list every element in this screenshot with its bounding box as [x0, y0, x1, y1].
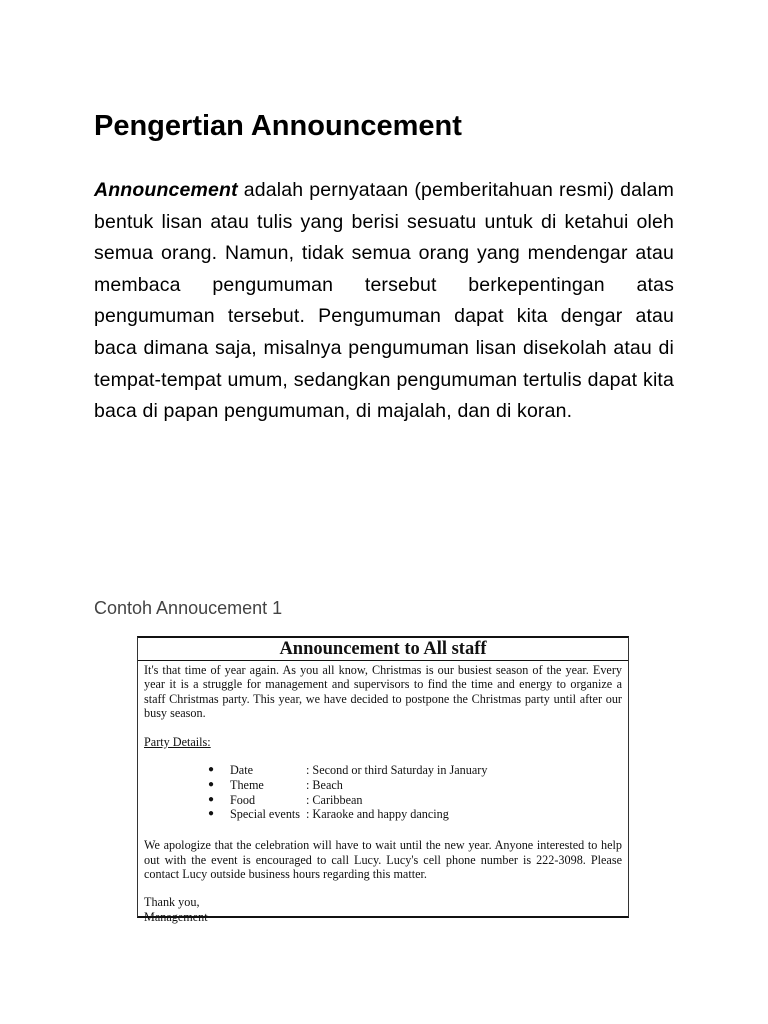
list-item [208, 763, 622, 778]
party-details-heading: Party Details: [144, 734, 211, 749]
party-details-list [208, 763, 622, 822]
notice-closing: We apologize that the celebration will have to wait until the new year. Anyone interested to help out with the event is encouraged to call Lucy. Lucy's cell phone number is 222-3098. Please contact Lucy outside business hours regarding this matter. [144, 838, 622, 882]
definition-text: adalah pernyataan (pemberitahuan resmi) dalam bentuk lisan atau tulis yang berisi sesuatu untuk di ketahui oleh semua orang. Namun, tidak semua orang yang mendengar atau membaca pengumuman tersebut berkepentingan atas pengumuman tersebut. Pengumuman dapat kita dengar atau baca dimana saja, misalnya pengumuman lisan disekolah atau di tempat-tempat umum, sedangkan pengumuman tertulis dapat kita baca di papan pengumuman, di majalah, dan di koran. [94, 179, 674, 423]
example-caption: Contoh Annoucement 1 [94, 598, 283, 618]
list-item [208, 793, 622, 808]
detail-key: Special events [230, 807, 301, 822]
notice-title: Announcement to All staff [138, 638, 628, 661]
detail-key: Theme [230, 777, 264, 792]
bullet-icon: ● [208, 778, 215, 790]
definition-lead-term: Announcement [94, 179, 238, 201]
notice-body [138, 661, 628, 924]
detail-value: : Second or third Saturday in January [306, 763, 488, 778]
announcement-notice-image [137, 636, 629, 924]
detail-key: Date [230, 763, 254, 778]
notice-signoff: Thank you, [144, 895, 200, 910]
list-item [208, 778, 622, 793]
definition-paragraph [94, 175, 674, 428]
notice-intro: It's that time of year again. As you all know, Christmas is our busiest season of the year. Every year it is a struggle for management and supervisors to find the time and energy to organize a staff Christmas party. This year, we have decided to postpone the Christmas party until after our busy season. [144, 663, 622, 721]
bullet-icon: ● [208, 808, 215, 820]
bullet-icon: ● [208, 793, 215, 805]
page-title: Pengertian Announcement [94, 110, 462, 142]
detail-value: : Caribbean [306, 792, 363, 807]
detail-value: : Karaoke and happy dancing [306, 807, 449, 822]
bullet-icon: ● [208, 764, 215, 776]
detail-key: Food [230, 792, 256, 807]
list-item [208, 807, 622, 822]
detail-value: : Beach [306, 777, 343, 792]
notice-signature: Management [144, 909, 208, 924]
